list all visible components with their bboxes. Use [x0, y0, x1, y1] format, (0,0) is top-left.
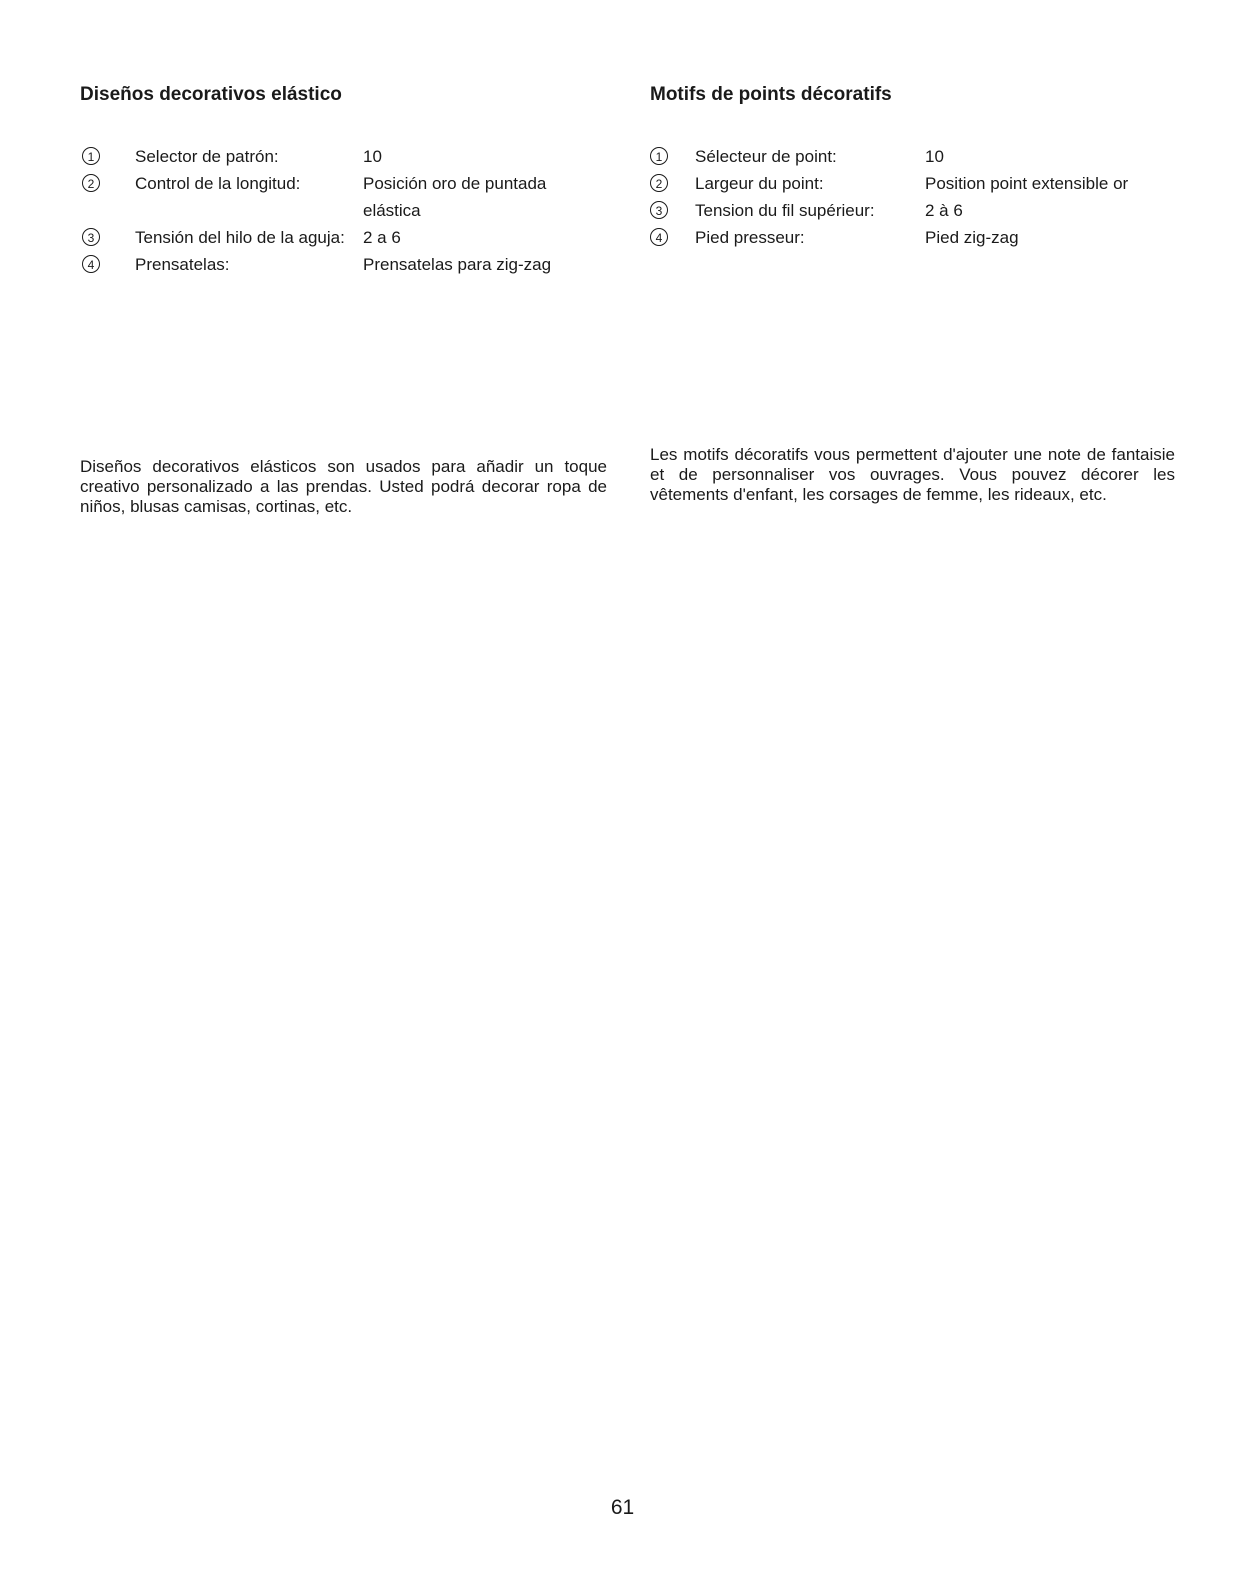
setting-label: Pied presseur: [695, 228, 805, 247]
setting-row [80, 251, 610, 278]
setting-value: Pied zig-zag [925, 228, 1019, 247]
section-title-spanish: Diseños decorativos elástico [80, 84, 342, 105]
setting-value: 10 [925, 147, 944, 166]
circled-number: 3 [650, 201, 668, 219]
setting-value: 2 à 6 [925, 201, 963, 220]
setting-label: Selector de patrón: [135, 147, 279, 166]
setting-value: Posición oro de puntada elástica [363, 174, 547, 220]
circled-number: 3 [82, 228, 100, 246]
setting-value: Prensatelas para zig-zag [363, 255, 552, 274]
page-number: 61 [610, 1496, 635, 1519]
setting-value: Position point extensible or [925, 174, 1129, 193]
setting-row [80, 224, 610, 251]
setting-row [650, 170, 1180, 197]
setting-row [650, 143, 1180, 170]
setting-value: 10 [363, 147, 382, 166]
circled-number: 1 [650, 147, 668, 165]
setting-label: Sélecteur de point: [695, 147, 837, 166]
setting-row [80, 170, 610, 224]
setting-label: Largeur du point: [695, 174, 824, 193]
settings-list-spanish [80, 143, 610, 278]
circled-number: 2 [82, 174, 100, 192]
setting-label: Tension du fil supérieur: [695, 201, 875, 220]
description-paragraph-spanish: Diseños decorativos elásticos son usados para añadir un toque creativo personalizado a las prendas. Usted podrá decorar ropa de niños, blusas camisas, cortinas, etc. [80, 457, 607, 516]
setting-value: 2 a 6 [363, 228, 401, 247]
setting-label: Control de la longitud: [135, 174, 301, 193]
setting-row [650, 197, 1180, 224]
section-title-french: Motifs de points décoratifs [650, 84, 892, 105]
settings-list-french [650, 143, 1180, 251]
setting-row [80, 143, 610, 170]
setting-label: Prensatelas: [135, 255, 230, 274]
circled-number: 4 [82, 255, 100, 273]
circled-number: 1 [82, 147, 100, 165]
setting-label: Tensión del hilo de la aguja: [135, 228, 345, 247]
circled-number: 4 [650, 228, 668, 246]
description-paragraph-french: Les motifs décoratifs vous permettent d'ajouter une note de fantaisie et de personnaliser vos ouvrages. Vous pouvez décorer les vêtements d'enfant, les corsages de femme, les rideaux, etc. [650, 445, 1175, 504]
circled-number: 2 [650, 174, 668, 192]
setting-row [650, 224, 1180, 251]
